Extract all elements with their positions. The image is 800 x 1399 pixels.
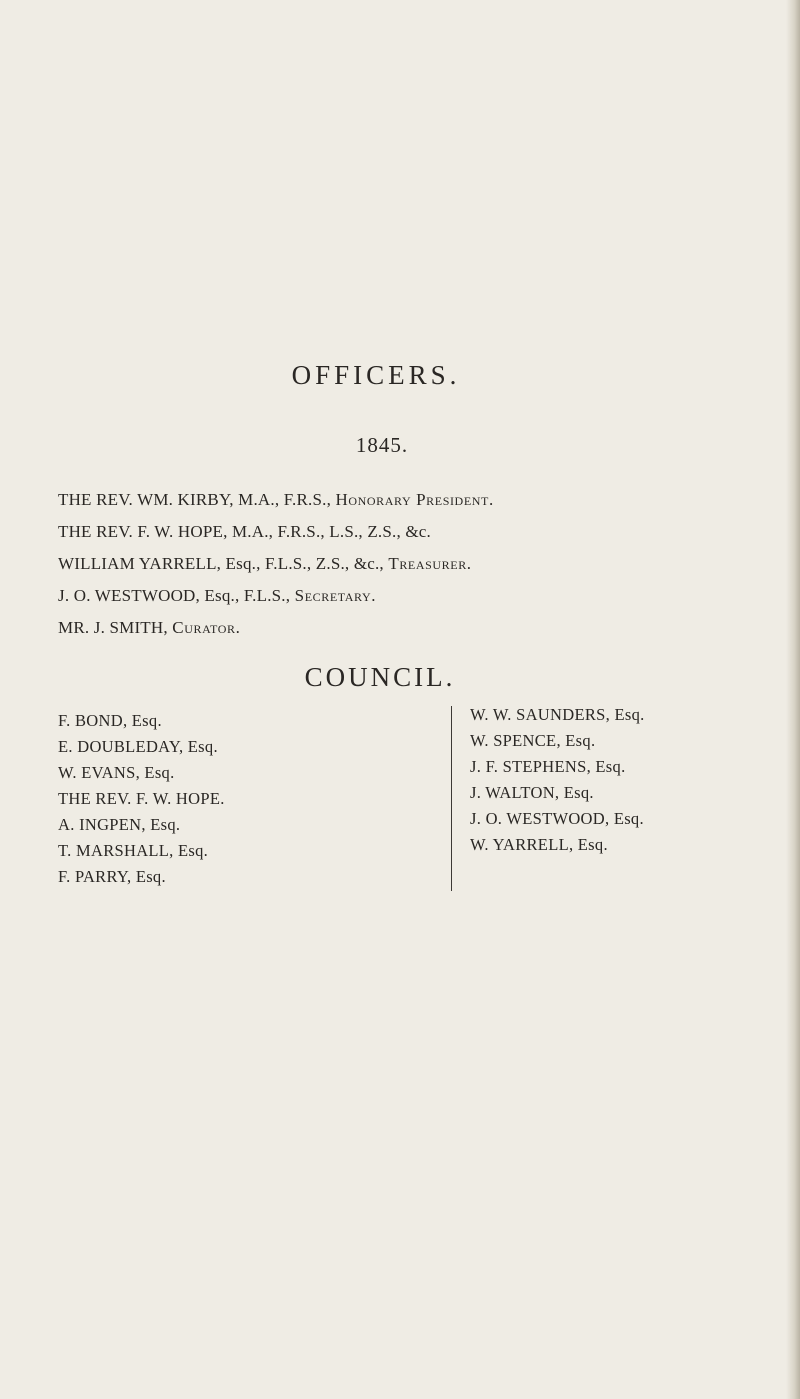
council-member: W. YARRELL, Esq. xyxy=(470,835,608,854)
officer-role: Honorary President. xyxy=(335,490,494,509)
officer-entry xyxy=(58,612,788,644)
council-member: W. W. SAUNDERS, Esq. xyxy=(470,705,645,724)
council-member: A. INGPEN, Esq. xyxy=(58,815,181,834)
council-member: J. WALTON, Esq. xyxy=(470,783,594,802)
council-member: T. MARSHALL, Esq. xyxy=(58,841,209,860)
council-member: F. PARRY, Esq. xyxy=(58,867,166,886)
council-right-column xyxy=(470,702,645,858)
officer-name: MR. J. SMITH, xyxy=(58,618,173,637)
officer-entry xyxy=(58,580,788,612)
officers-list xyxy=(58,484,788,644)
officer-entry xyxy=(58,548,788,580)
officer-name: THE REV. F. W. HOPE, M.A., F.R.S., L.S., Z.S., &c. xyxy=(58,522,431,541)
officer-name: WILLIAM YARRELL, Esq., F.L.S., Z.S., &c., xyxy=(58,554,389,573)
council-left-column xyxy=(58,708,225,890)
officer-role: Curator. xyxy=(172,618,241,637)
council-member: E. DOUBLEDAY, Esq. xyxy=(58,737,218,756)
council-member: J. O. WESTWOOD, Esq. xyxy=(470,809,644,828)
page-edge xyxy=(786,0,800,1399)
officer-name: J. O. WESTWOOD, Esq., F.L.S., xyxy=(58,586,295,605)
council-member: F. BOND, Esq. xyxy=(58,711,162,730)
council-member: W. SPENCE, Esq. xyxy=(470,731,596,750)
officer-entry xyxy=(58,516,788,548)
officers-heading: OFFICERS. xyxy=(291,360,461,390)
council-member: THE REV. F. W. HOPE. xyxy=(58,789,225,808)
council-member: J. F. STEPHENS, Esq. xyxy=(470,757,626,776)
officer-role: Secretary. xyxy=(294,586,377,605)
officer-role: Treasurer. xyxy=(388,554,472,573)
officer-name: THE REV. WM. KIRBY, M.A., F.R.S., xyxy=(58,490,336,509)
column-divider xyxy=(451,706,452,891)
council-member: W. EVANS, Esq. xyxy=(58,763,175,782)
year-heading: 1845. xyxy=(355,433,409,457)
council-heading: COUNCIL. xyxy=(304,662,456,692)
officer-entry xyxy=(58,484,788,516)
